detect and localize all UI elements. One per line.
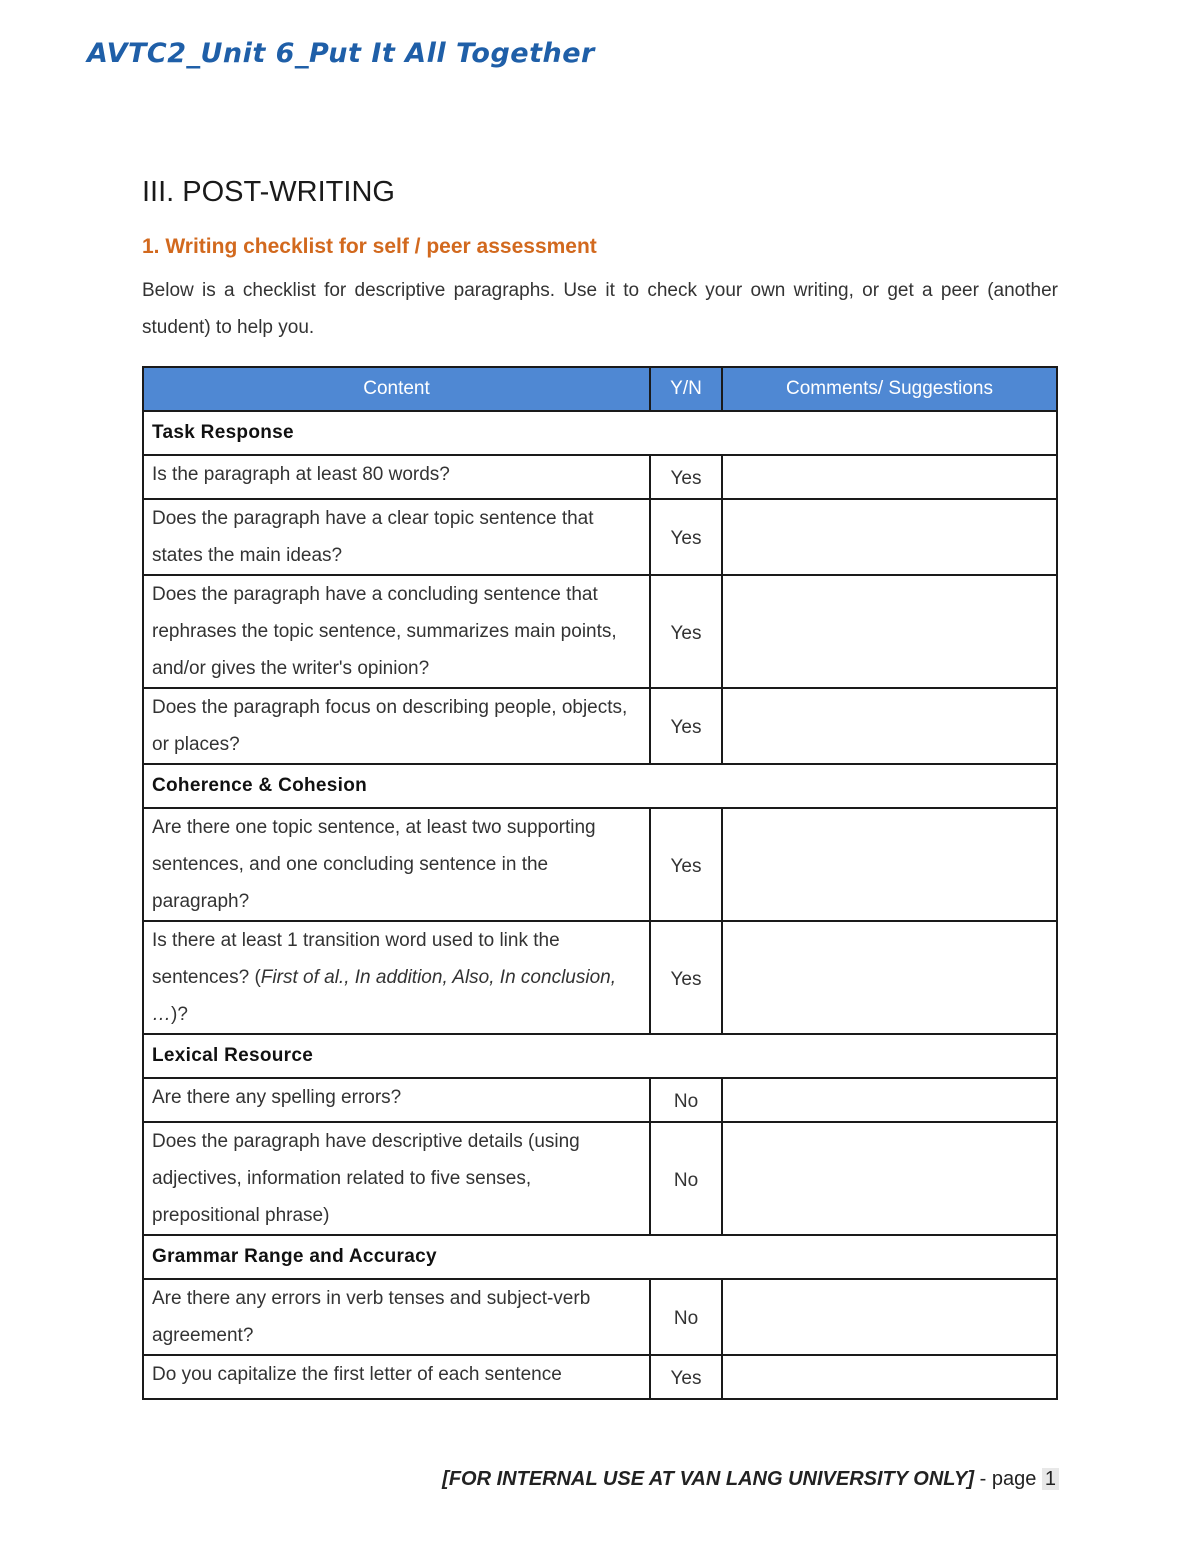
answer-cell[interactable]: No xyxy=(650,1279,722,1355)
internal-use-note: [FOR INTERNAL USE AT VAN LANG UNIVERSITY ONLY] xyxy=(442,1468,975,1490)
answer-cell[interactable]: Yes xyxy=(650,921,722,1034)
table-row xyxy=(143,1355,1057,1399)
checklist-table xyxy=(142,366,1058,1400)
comment-cell[interactable] xyxy=(722,499,1057,575)
table-row xyxy=(143,1122,1057,1235)
comment-cell[interactable] xyxy=(722,455,1057,499)
section-label: Coherence & Cohesion xyxy=(143,764,1057,808)
comment-cell[interactable] xyxy=(722,575,1057,688)
question-text-end: )? xyxy=(171,1004,188,1025)
header-yn: Y/N xyxy=(650,367,722,411)
answer-cell[interactable]: Yes xyxy=(650,455,722,499)
table-row xyxy=(143,688,1057,764)
intro-paragraph: Below is a checklist for descriptive paragraphs. Use it to check your own writing, or get a peer (another student) to help you. xyxy=(142,280,1058,338)
comment-cell[interactable] xyxy=(722,1078,1057,1122)
answer-cell[interactable]: No xyxy=(650,1122,722,1235)
comment-cell[interactable] xyxy=(722,1122,1057,1235)
question-cell: Does the paragraph focus on describing people, objects, or places? xyxy=(143,688,650,764)
question-cell: Are there one topic sentence, at least two supporting sentences, and one concluding sentence in the paragraph? xyxy=(143,808,650,921)
section-label: Lexical Resource xyxy=(143,1034,1057,1078)
comment-cell[interactable] xyxy=(722,688,1057,764)
question-text: Is there at least 1 transition word used to link the sentences? ( xyxy=(152,930,560,988)
section-label: Grammar Range and Accuracy xyxy=(143,1235,1057,1279)
section-row-lexical-resource xyxy=(143,1034,1057,1078)
checklist-subheading: 1. Writing checklist for self / peer assessment xyxy=(142,235,597,258)
answer-cell[interactable]: Yes xyxy=(650,575,722,688)
page-number: 1 xyxy=(1042,1468,1059,1490)
table-header-row xyxy=(143,367,1057,411)
section-row-grammar-range-accuracy xyxy=(143,1235,1057,1279)
table-row xyxy=(143,499,1057,575)
answer-cell[interactable]: Yes xyxy=(650,1355,722,1399)
question-cell: Is the paragraph at least 80 words? xyxy=(143,455,650,499)
question-cell: Do you capitalize the first letter of each sentence xyxy=(143,1355,650,1399)
page-label: - page xyxy=(974,1468,1042,1490)
table-row xyxy=(143,1078,1057,1122)
section-row-task-response xyxy=(143,411,1057,455)
answer-cell[interactable]: Yes xyxy=(650,808,722,921)
table-row xyxy=(143,455,1057,499)
question-examples: First of al., In addition, Also, In conclusion, … xyxy=(152,967,616,1025)
question-cell: Are there any errors in verb tenses and subject-verb agreement? xyxy=(143,1279,650,1355)
comment-cell[interactable] xyxy=(722,808,1057,921)
section-label: Task Response xyxy=(143,411,1057,455)
comment-cell[interactable] xyxy=(722,1279,1057,1355)
document-header-title: AVTC2_Unit 6_Put It All Together xyxy=(87,38,595,69)
header-comments: Comments/ Suggestions xyxy=(722,367,1057,411)
question-cell: Does the paragraph have a concluding sentence that rephrases the topic sentence, summarizes main points, and/or gives the writer's opinion? xyxy=(143,575,650,688)
table-row xyxy=(143,921,1057,1034)
comment-cell[interactable] xyxy=(722,1355,1057,1399)
answer-cell[interactable]: Yes xyxy=(650,499,722,575)
table-row xyxy=(143,575,1057,688)
table-row xyxy=(143,1279,1057,1355)
answer-cell[interactable]: Yes xyxy=(650,688,722,764)
question-cell: Does the paragraph have a clear topic sentence that states the main ideas? xyxy=(143,499,650,575)
question-cell xyxy=(143,921,650,1034)
header-content: Content xyxy=(143,367,650,411)
comment-cell[interactable] xyxy=(722,921,1057,1034)
section-title: III. POST-WRITING xyxy=(142,176,395,208)
question-cell: Does the paragraph have descriptive details (using adjectives, information related to five senses, prepositional phrase) xyxy=(143,1122,650,1235)
question-cell: Are there any spelling errors? xyxy=(143,1078,650,1122)
page-footer xyxy=(442,1468,1059,1491)
section-row-coherence-cohesion xyxy=(143,764,1057,808)
answer-cell[interactable]: No xyxy=(650,1078,722,1122)
table-row xyxy=(143,808,1057,921)
